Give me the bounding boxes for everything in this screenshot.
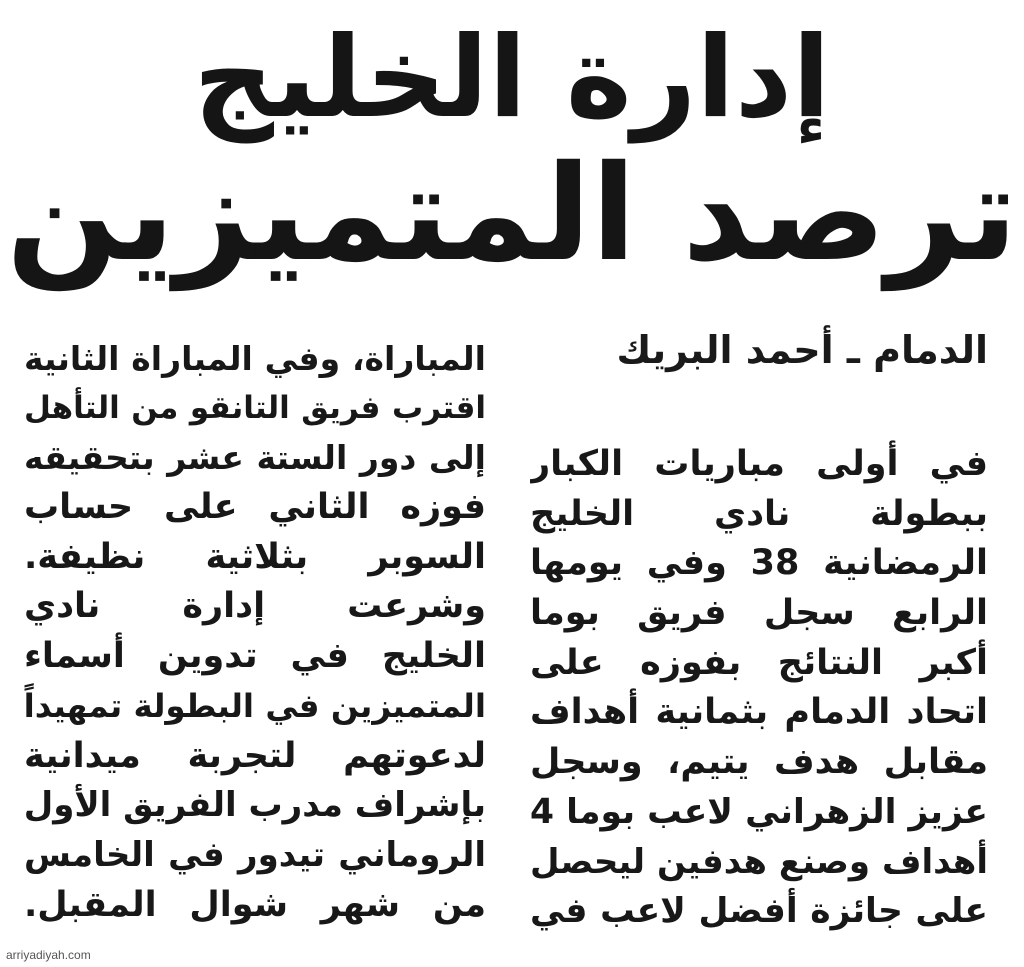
text-line: أهداف وصنع هدفين ليحصل: [530, 841, 988, 882]
text-line: بإشراف مدرب الفريق الأول: [24, 785, 486, 826]
text-line: ببطولة نادي الخليج: [530, 493, 988, 534]
text-line: وشرعت إدارة نادي: [24, 586, 486, 627]
text-line: السوبر بثلاثية نظيفة.: [24, 536, 486, 577]
text-line: لدعوتهم لتجربة ميدانية: [24, 735, 486, 776]
text-line: اقترب فريق التانقو من التأهل: [24, 389, 486, 426]
text-line: مقابل هدف يتيم، وسجل: [530, 742, 988, 783]
text-line: المباراة، وفي المباراة الثانية: [24, 339, 486, 378]
text-line: الرابع سجل فريق بوما: [530, 593, 988, 634]
article-column-left: [24, 334, 486, 930]
text-line: أكبر النتائج بفوزه على: [530, 642, 988, 683]
text-line: اتحاد الدمام بثمانية أهداف: [530, 692, 988, 733]
text-line: الرمضانية 38 وفي يومها: [530, 543, 988, 584]
text-line: في أولى مباريات الكبار: [530, 444, 988, 484]
text-line: عزيز الزهراني لاعب بوما 4: [530, 791, 988, 832]
text-line: على جائزة أفضل لاعب في: [530, 891, 988, 932]
text-line: الروماني تيدور في الخامس: [24, 834, 486, 875]
text-line: إلى دور الستة عشر بتحقيقه: [24, 438, 486, 478]
text-line: الخليج في تدوين أسماء: [24, 636, 486, 677]
text-line: من شهر شوال المقبل.: [24, 884, 486, 925]
source-watermark: arriyadiyah.com: [6, 948, 91, 962]
headline-line-2: ترصد المتميزين: [6, 137, 1018, 291]
text-line: المتميزين في البطولة تمهيداً: [24, 686, 486, 725]
text-line: فوزه الثاني على حساب: [24, 487, 486, 528]
headline-line-1: إدارة الخليج: [193, 13, 831, 143]
article-column-right: [530, 440, 988, 937]
byline: الدمام ـ أحمد البريك: [616, 328, 988, 372]
